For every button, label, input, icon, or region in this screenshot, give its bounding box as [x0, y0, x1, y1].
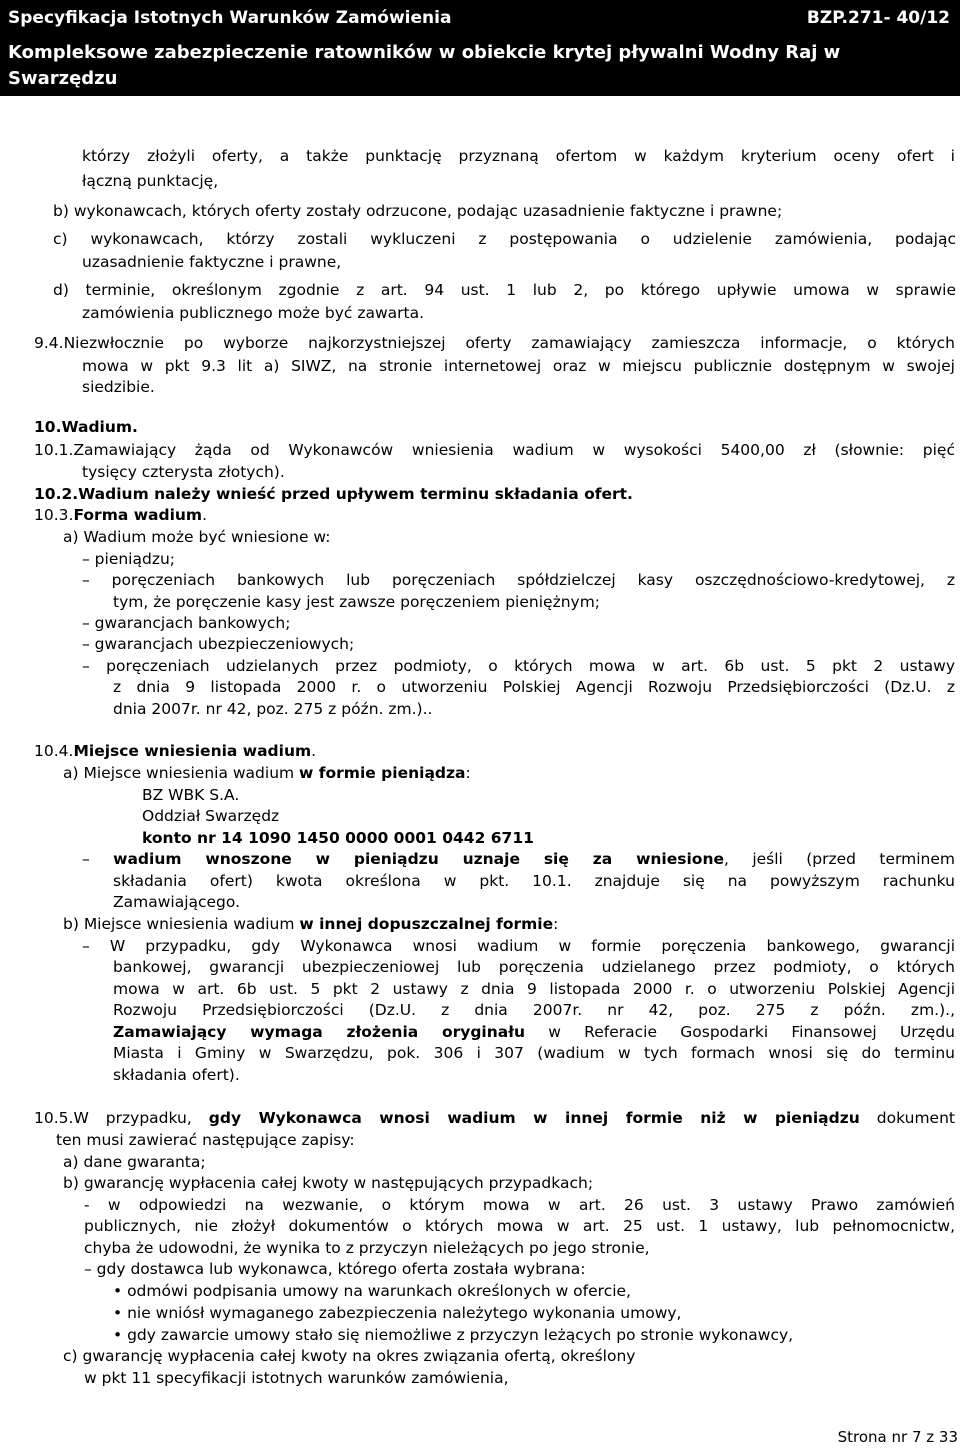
bank-account: konto nr 14 1090 1450 0000 0001 0442 6711 [142, 829, 534, 847]
list-item: – wadium wnoszone w pieniądzu uznaje się za wniesione, jeśli (przed terminem [82, 850, 955, 868]
bank-name: BZ WBK S.A. [142, 786, 240, 804]
header-doc-type: Specyfikacja Istotnych Warunków Zamówienia [8, 8, 452, 28]
text-line: łączną punktację, [82, 172, 219, 190]
bank-branch: Oddział Swarzędz [142, 807, 280, 825]
list-item: – W przypadku, gdy Wykonawca wnosi wadium w formie poręczenia bankowego, gwarancji [82, 937, 955, 955]
list-item: – poręczeniach bankowych lub poręczeniach spółdzielczej kasy oszczędnościowo-kredytowej, z [82, 571, 955, 589]
text-line: tysięcy czterysta złotych). [82, 463, 285, 481]
text-line: - w odpowiedzi na wezwanie, o którym mowa w art. 26 ust. 3 ustawy Prawo zamówień [84, 1196, 955, 1214]
text-line: z dnia 9 listopada 2000 r. o utworzeniu Polskiej Agencji Rozwoju Przedsiębiorczości (Dz.U. z [113, 678, 955, 696]
bullet-item: • nie wniósł wymaganego zabezpieczenia należytego wykonania umowy, [113, 1304, 682, 1322]
text-line: którzy złożyli oferty, a także punktację przyznaną ofertom w każdym kryterium oceny ofert i [82, 147, 955, 165]
text-line: siedzibie. [82, 378, 155, 396]
text-line: a) Miejsce wniesienia wadium w formie pieniądza: [63, 764, 471, 782]
text-line: uzasadnienie faktyczne i prawne, [82, 253, 342, 271]
text-line: b) Miejsce wniesienia wadium w innej dopuszczalnej formie: [63, 915, 559, 933]
text-line: Miasta i Gminy w Swarzędzu, pok. 306 i 307 (wadium w tych formach wnosi się do terminu [113, 1044, 955, 1062]
page-number: Strona nr 7 z 33 [837, 1428, 958, 1446]
text-line: a) Wadium może być wniesione w: [63, 528, 331, 546]
bullet-item: • odmówi podpisania umowy na warunkach określonych w ofercie, [113, 1282, 631, 1300]
text-line: mowa w pkt 9.3 lit a) SIWZ, na stronie internetowej oraz w miejscu publicznie dostępnym w swojej [82, 357, 955, 375]
text-line: 10.1.Zamawiający żąda od Wykonawców wniesienia wadium w wysokości 5400,00 zł (słownie: pięć [34, 441, 955, 459]
text-line: ten musi zawierać następujące zapisy: [56, 1131, 355, 1149]
text-line: składania ofert). [113, 1066, 240, 1084]
header-title-line1: Kompleksowe zabezpieczenie ratowników w obiekcie krytej pływalni Wodny Raj w [8, 42, 841, 63]
text-line: składania ofert) kwota określona w pkt. 10.1. znajduje się na powyższym rachunku [113, 872, 955, 890]
bullet-item: • gdy zawarcie umowy stało się niemożliwe z przyczyn leżących po stronie wykonawcy, [113, 1326, 794, 1344]
list-item: c) gwarancję wypłacenia całej kwoty na okres związania ofertą, określony [63, 1347, 636, 1365]
subsection-heading: 10.4.Miejsce wniesienia wadium. [34, 742, 317, 760]
list-item: – gdy dostawca lub wykonawca, którego oferta została wybrana: [84, 1260, 586, 1278]
text-line: Rozwoju Przedsiębiorczości (Dz.U. z dnia 2007r. nr 42, poz. 275 z późn. zm.)., [113, 1001, 955, 1019]
text-line: d) terminie, określonym zgodnie z art. 94 ust. 1 lub 2, po którego upływie umowa w sprawie [53, 281, 956, 299]
text-line: tym, że poręczenie kasy jest zawsze poręczeniem pieniężnym; [113, 593, 601, 611]
text-line: 10.5.W przypadku, gdy Wykonawca wnosi wadium w innej formie niż w pieniądzu dokument [34, 1109, 955, 1127]
subsection-heading: 10.3.Forma wadium. [34, 506, 208, 524]
list-item: – gwarancjach bankowych; [82, 614, 291, 632]
text-line: zamówienia publicznego może być zawarta. [82, 304, 424, 322]
list-item: b) gwarancję wypłacenia całej kwoty w następujących przypadkach; [63, 1174, 594, 1192]
subsection-heading: 10.2.Wadium należy wnieść przed upływem terminu składania ofert. [34, 485, 633, 503]
text-line: w pkt 11 specyfikacji istotnych warunków zamówienia, [84, 1369, 509, 1387]
list-item: – poręczeniach udzielanych przez podmioty, o których mowa w art. 6b ust. 5 pkt 2 ustawy [82, 657, 955, 675]
text-line: bankowej, gwarancji ubezpieczeniowej lub poręczenia udzielanego przez podmioty, o których [113, 958, 955, 976]
text-line: chyba że udowodni, że wynika to z przyczyn nieleżących po jego stronie, [84, 1239, 650, 1257]
header-reference-number: BZP.271- 40/12 [806, 8, 950, 28]
text-line: 9.4.Niezwłocznie po wyborze najkorzystniejszej oferty zamawiający zamieszcza informacje, o których [34, 334, 955, 352]
text-line: b) wykonawcach, których oferty zostały odrzucone, podając uzasadnienie faktyczne i prawne; [53, 202, 783, 220]
section-heading: 10.Wadium. [34, 418, 138, 436]
text-line: Zamawiający wymaga złożenia oryginału w Referacie Gospodarki Finansowej Urzędu [113, 1023, 955, 1041]
list-item: a) dane gwaranta; [63, 1153, 206, 1171]
document-header [0, 0, 960, 96]
text-line: mowa w art. 6b ust. 5 pkt 2 ustawy z dnia 9 listopada 2000 r. o utworzeniu Polskiej Agencji [113, 980, 955, 998]
text-line: publicznych, nie złożył dokumentów o których mowa w art. 25 ust. 1 ustawy, lub pełnomocnictw, [84, 1217, 955, 1235]
text-line: c) wykonawcach, którzy zostali wykluczeni z postępowania o udzielenie zamówienia, podając [53, 230, 956, 248]
list-item: – pieniądzu; [82, 550, 176, 568]
header-project-title [8, 40, 948, 92]
header-title-line2: Swarzędzu [8, 68, 118, 89]
text-line: dnia 2007r. nr 42, poz. 275 z późn. zm.).. [113, 700, 433, 718]
text-line: Zamawiającego. [113, 893, 241, 911]
list-item: – gwarancjach ubezpieczeniowych; [82, 635, 355, 653]
